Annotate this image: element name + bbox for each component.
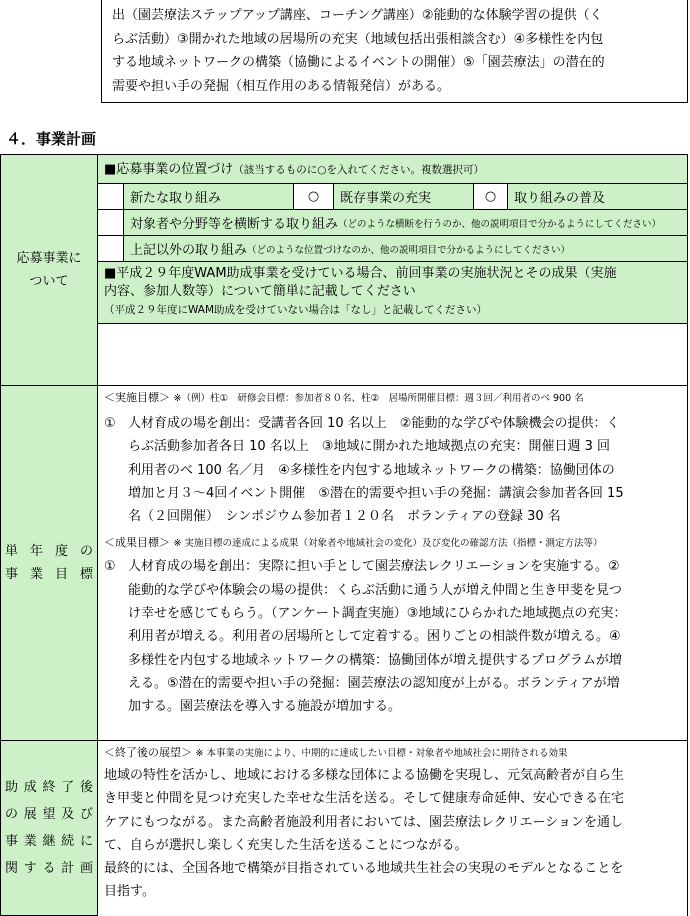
outcome-goal-title: ＜成果目標＞ — [104, 536, 170, 550]
option-note: （どのような横断を行うのか、他の説明項目で分かるようにしてください） — [338, 218, 662, 230]
text-line: 出（園芸療法ステップアップ講座、コーチング講座）②能動的な体験学習の提供（く — [112, 8, 603, 23]
text-line: き甲斐と仲間を見つけ充実した幸せな生活を送る。そして健康寿命延伸、安心できる在宅 — [104, 791, 625, 807]
checkbox-cell[interactable] — [98, 236, 124, 261]
text-line: 加する。園芸療法を導入する施設が増加する。 — [128, 699, 402, 715]
label-line: の展望及び — [5, 807, 93, 822]
previous-wam-header — [97, 261, 688, 324]
text-line: 人材育成の場を創出：受講者各回 10 名以上 ②能動的な学びや体験機会の提供：く — [128, 416, 620, 431]
option-mark-cell[interactable]: ○ — [474, 184, 508, 209]
item-number: ① — [104, 416, 116, 431]
position-option-row — [97, 235, 688, 262]
outcome-goal-header — [98, 531, 687, 553]
text-line: らぶ活動参加者各日 10 名以上 ③地域に開かれた地域拠点の充実：開催日週 3 回 — [128, 439, 610, 455]
label-line: 関する計画 — [5, 861, 93, 876]
text-line: 目指す。 — [104, 884, 155, 900]
previous-wam-answer[interactable] — [97, 323, 688, 386]
future-text — [98, 764, 687, 904]
text-line: 地域の特性を活かし、地域における多様な団体による協働を実現し、元気高齢者が自ら生 — [104, 768, 625, 783]
text-line: 増加と月３～4回イベント開催 ⑤潜在的需要や担い手の発掘：講演会参加者各回 15 — [128, 485, 624, 501]
text-line: 名（２回開催） シンポジウム参加者１２０名 ボランティアの登録 30 名 — [128, 509, 561, 525]
option-label: 上記以外の取り組み — [130, 243, 248, 258]
option-new-initiative: 新たな取り組み — [124, 184, 294, 209]
position-header-title: ■応募事業の位置づけ — [104, 162, 234, 177]
applicant-label-cell — [0, 154, 98, 386]
option-label: 対象者や分野等を横断する取り組み — [130, 217, 339, 232]
text-line: 人材育成の場を創出：実際に担い手として園芸療法レクリエーションを実施する。② — [128, 559, 620, 575]
implementation-goal-note: ※（例）柱① 研修会目標：参加者８０名、柱② 居場所開催目標：週３回／利用者のべ 900 名 — [173, 393, 584, 404]
implementation-goal-header — [98, 386, 687, 408]
future-header — [98, 741, 687, 763]
position-option-row — [97, 209, 688, 236]
implementation-goal-title: ＜実施目標＞ — [104, 391, 170, 404]
outcome-goal-text — [98, 555, 687, 718]
option-note: （どのような位置づけなのか、他の説明項目で分かるようにしてください） — [247, 244, 571, 256]
text-line: 利用者のべ 100 名／月 ④多様性を内包する地域ネットワークの構築：協働団体の — [128, 462, 615, 478]
future-content — [97, 740, 688, 916]
position-options-row — [97, 183, 688, 210]
option-cross-sector — [124, 210, 688, 235]
position-header-note: （該当するものに○を入れてください。複数選択可） — [233, 164, 484, 176]
previous-section-text — [101, 0, 688, 103]
option-existing-enhancement: 既存事業の充実 — [334, 184, 474, 209]
future-header-note: ※ 本事業の実施により、中期的に達成したい目標・対象者や地域社会に期待される効果 — [195, 748, 568, 759]
text-line: らぶ活動）③開かれた地域の居場所の充実（地域包括出張相談含む）④多様性を内包 — [112, 31, 604, 47]
label-line: 事業目標 — [5, 567, 93, 582]
label-line: 助成終了後 — [5, 780, 93, 795]
header-note: （平成２９年度にWAM助成を受けていない場合は「なし」と記載してください） — [104, 304, 488, 316]
header-line: ■平成２９年度WAM助成事業を受けている場合、前回事業の実施状況とその成果（実施 — [104, 266, 617, 281]
annual-goals-content — [97, 385, 688, 741]
option-dissemination: 取り組みの普及 — [508, 184, 688, 209]
text-line: 利用者が増える。利用者の居場所として定着する。困りごとの相談件数が増える。④ — [128, 629, 621, 645]
implementation-goal-text — [98, 412, 687, 528]
label-line: 単年度の — [5, 544, 93, 559]
option-mark-cell[interactable]: ○ — [294, 184, 334, 209]
label-line: 応募事業に — [16, 251, 82, 266]
label-line: ついて — [29, 274, 69, 289]
text-line: える。⑤潜在的需要や担い手の発掘：園芸療法の認知度が上がる。ボランティアが増 — [128, 675, 620, 691]
item-number: ① — [104, 559, 116, 575]
option-other — [124, 236, 688, 261]
text-line: 最終的には、全国各地で構築が目指されている地域共生社会の実現のモデルとなることを — [104, 861, 624, 877]
future-header-title: ＜終了後の展望＞ — [104, 746, 192, 759]
header-line: 内容、参加人数等）について簡単に記載してください — [104, 284, 416, 299]
future-label-cell — [0, 740, 98, 916]
text-line: 多様性を内包する地域ネットワークの構築：協働団体が増え提供するプログラムが増 — [128, 652, 622, 668]
position-header — [97, 154, 688, 184]
text-line: する地域ネットワークの構築（協働によるイベントの開催）⑤「園芸療法」の潜在的 — [112, 55, 605, 70]
section-title: ４．事業計画 — [6, 130, 97, 148]
outcome-goal-note: ※ 実施目標の達成による成果（対象者や地域社会の変化）及び変化の確認方法（指標・測定方法等） — [173, 538, 603, 550]
text-line: ケアにもつながる。また高齢者施設利用者においては、園芸療法レクリエーションを通し — [104, 814, 623, 830]
checkbox-cell[interactable] — [98, 184, 124, 209]
annual-goals-label-cell — [0, 385, 98, 741]
text-line: て、自らが選択し楽しく充実した生活を送ることにつながる。 — [104, 837, 468, 853]
checkbox-cell[interactable] — [98, 210, 124, 235]
text-line: 需要や担い手の発掘（相互作用のある情報発信）がある。 — [112, 78, 451, 94]
text-line: 能動的な学びや体験会の場の提供：くらぶ活動に通う人が増え仲間と生き甲斐を見つ — [128, 582, 623, 598]
text-line: け幸せを感じてもらう。（アンケート調査実施）③地域にひらかれた地域拠点の充実： — [128, 606, 627, 622]
label-line: 事業継続に — [5, 834, 93, 849]
